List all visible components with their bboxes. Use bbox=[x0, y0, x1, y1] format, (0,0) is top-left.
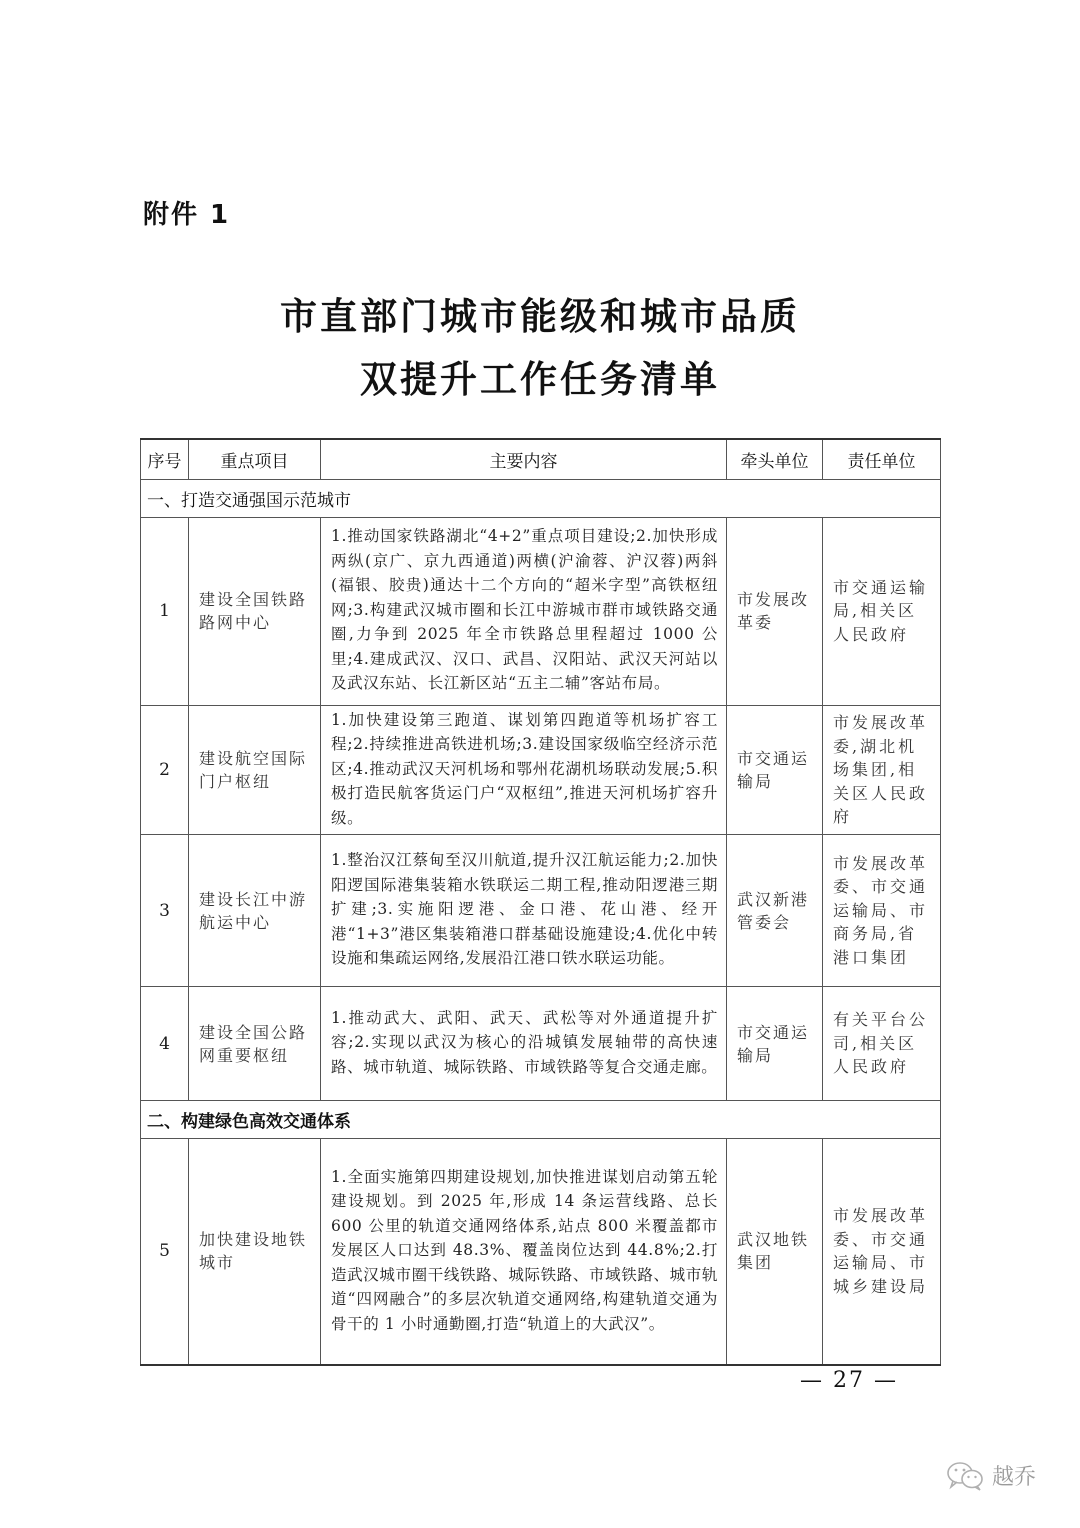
row-number: 2 bbox=[141, 705, 189, 835]
watermark-text: 越乔 bbox=[992, 1465, 1037, 1490]
row-project: 建设全国铁路路网中心 bbox=[189, 517, 321, 705]
row-lead-unit: 武汉地铁集团 bbox=[727, 1139, 823, 1365]
section-row bbox=[141, 1101, 941, 1139]
header-no: 序号 bbox=[141, 439, 189, 479]
row-responsible-unit: 市发展改革委、市交通运输局、市商务局,省港口集团 bbox=[823, 835, 941, 987]
row-number: 5 bbox=[141, 1139, 189, 1365]
row-project: 建设长江中游航运中心 bbox=[189, 835, 321, 987]
row-number: 3 bbox=[141, 835, 189, 987]
row-content: 1.推动国家铁路湖北“4+2”重点项目建设;2.加快形成两纵(京广、京九西通道)两横(沪渝蓉、沪汉蓉)两斜(福银、胶贵)通达十二个方向的“超米字型”高铁枢纽网;3.构建武汉城市圈和长江中游城市群市域铁路交通圈,力争到 2025 年全市铁路总里程超过 1000 公里;4.建成武汉、汉口、武昌、汉阳站、武汉天河站以及武汉东站、长江新区站“五主二辅”客站布局。 bbox=[321, 517, 727, 705]
header-content: 主要内容 bbox=[321, 439, 727, 479]
row-lead-unit: 武汉新港管委会 bbox=[727, 835, 823, 987]
row-responsible-unit: 市交通运输局,相关区人民政府 bbox=[823, 517, 941, 705]
watermark bbox=[946, 1460, 1036, 1491]
row-content: 1.全面实施第四期建设规划,加快推进谋划启动第五轮建设规划。到 2025 年,形成 14 条运营线路、总长 600 公里的轨道交通网络体系,站点 800 米覆盖都市发展区人口达到 48.3%、覆盖岗位达到 44.8%;2.打造武汉城市圈干线铁路、城际铁路、市域铁路、城市轨道“四网融合”的多层次轨道交通网络,构建轨道交通为骨干的 1 小时通勤圈,打造“轨道上的大武汉”。 bbox=[321, 1139, 727, 1365]
table-row bbox=[141, 987, 941, 1101]
row-project: 建设航空国际门户枢纽 bbox=[189, 705, 321, 835]
row-number: 4 bbox=[141, 987, 189, 1101]
row-content: 1.加快建设第三跑道、谋划第四跑道等机场扩容工程;2.持续推进高铁进机场;3.建设国家级临空经济示范区;4.推动武汉天河机场和鄂州花湖机场联动发展;5.积极打造民航客货运门户“双枢纽”,推进天河机场扩容升级。 bbox=[321, 705, 727, 835]
document-title-line-2: 双提升工作任务清单 bbox=[360, 358, 720, 401]
row-responsible-unit: 市发展改革委、市交通运输局、市城乡建设局 bbox=[823, 1139, 941, 1365]
table-row bbox=[141, 705, 941, 835]
wechat-icon bbox=[946, 1461, 986, 1491]
table-row bbox=[141, 1139, 941, 1365]
row-content: 1.整治汉江蔡甸至汉川航道,提升汉江航运能力;2.加快阳逻国际港集装箱水铁联运二期工程,推动阳逻港三期扩建;3.实施阳逻港、金口港、花山港、经开港“1+3”港区集装箱港口群基础设施建设;4.优化中转设施和集疏运网络,发展沿江港口铁水联运功能。 bbox=[321, 835, 727, 987]
table-header-row bbox=[141, 439, 941, 479]
section-row bbox=[141, 479, 941, 517]
row-lead-unit: 市发展改革委 bbox=[727, 517, 823, 705]
row-lead-unit: 市交通运输局 bbox=[727, 987, 823, 1101]
task-list-table bbox=[140, 438, 941, 1366]
header-responsible-unit: 责任单位 bbox=[823, 439, 941, 479]
section-title: 二、构建绿色高效交通体系 bbox=[141, 1101, 941, 1139]
document-title-line-1: 市直部门城市能级和城市品质 bbox=[280, 295, 800, 338]
row-lead-unit: 市交通运输局 bbox=[727, 705, 823, 835]
header-project: 重点项目 bbox=[189, 439, 321, 479]
page-number: — 27 — bbox=[800, 1368, 898, 1393]
header-lead-unit: 牵头单位 bbox=[727, 439, 823, 479]
row-responsible-unit: 有关平台公司,相关区人民政府 bbox=[823, 987, 941, 1101]
row-project: 建设全国公路网重要枢纽 bbox=[189, 987, 321, 1101]
table-row bbox=[141, 835, 941, 987]
row-number: 1 bbox=[141, 517, 189, 705]
row-responsible-unit: 市发展改革委,湖北机场集团,相关区人民政府 bbox=[823, 705, 941, 835]
table-row bbox=[141, 517, 941, 705]
row-content: 1.推动武大、武阳、武天、武松等对外通道提升扩容;2.实现以武汉为核心的沿城镇发展轴带的高快速路、城市轨道、城际铁路、市域铁路等复合交通走廊。 bbox=[321, 987, 727, 1101]
row-project: 加快建设地铁城市 bbox=[189, 1139, 321, 1365]
section-title: 一、打造交通强国示范城市 bbox=[141, 479, 941, 517]
attachment-label: 附件 1 bbox=[143, 200, 231, 230]
